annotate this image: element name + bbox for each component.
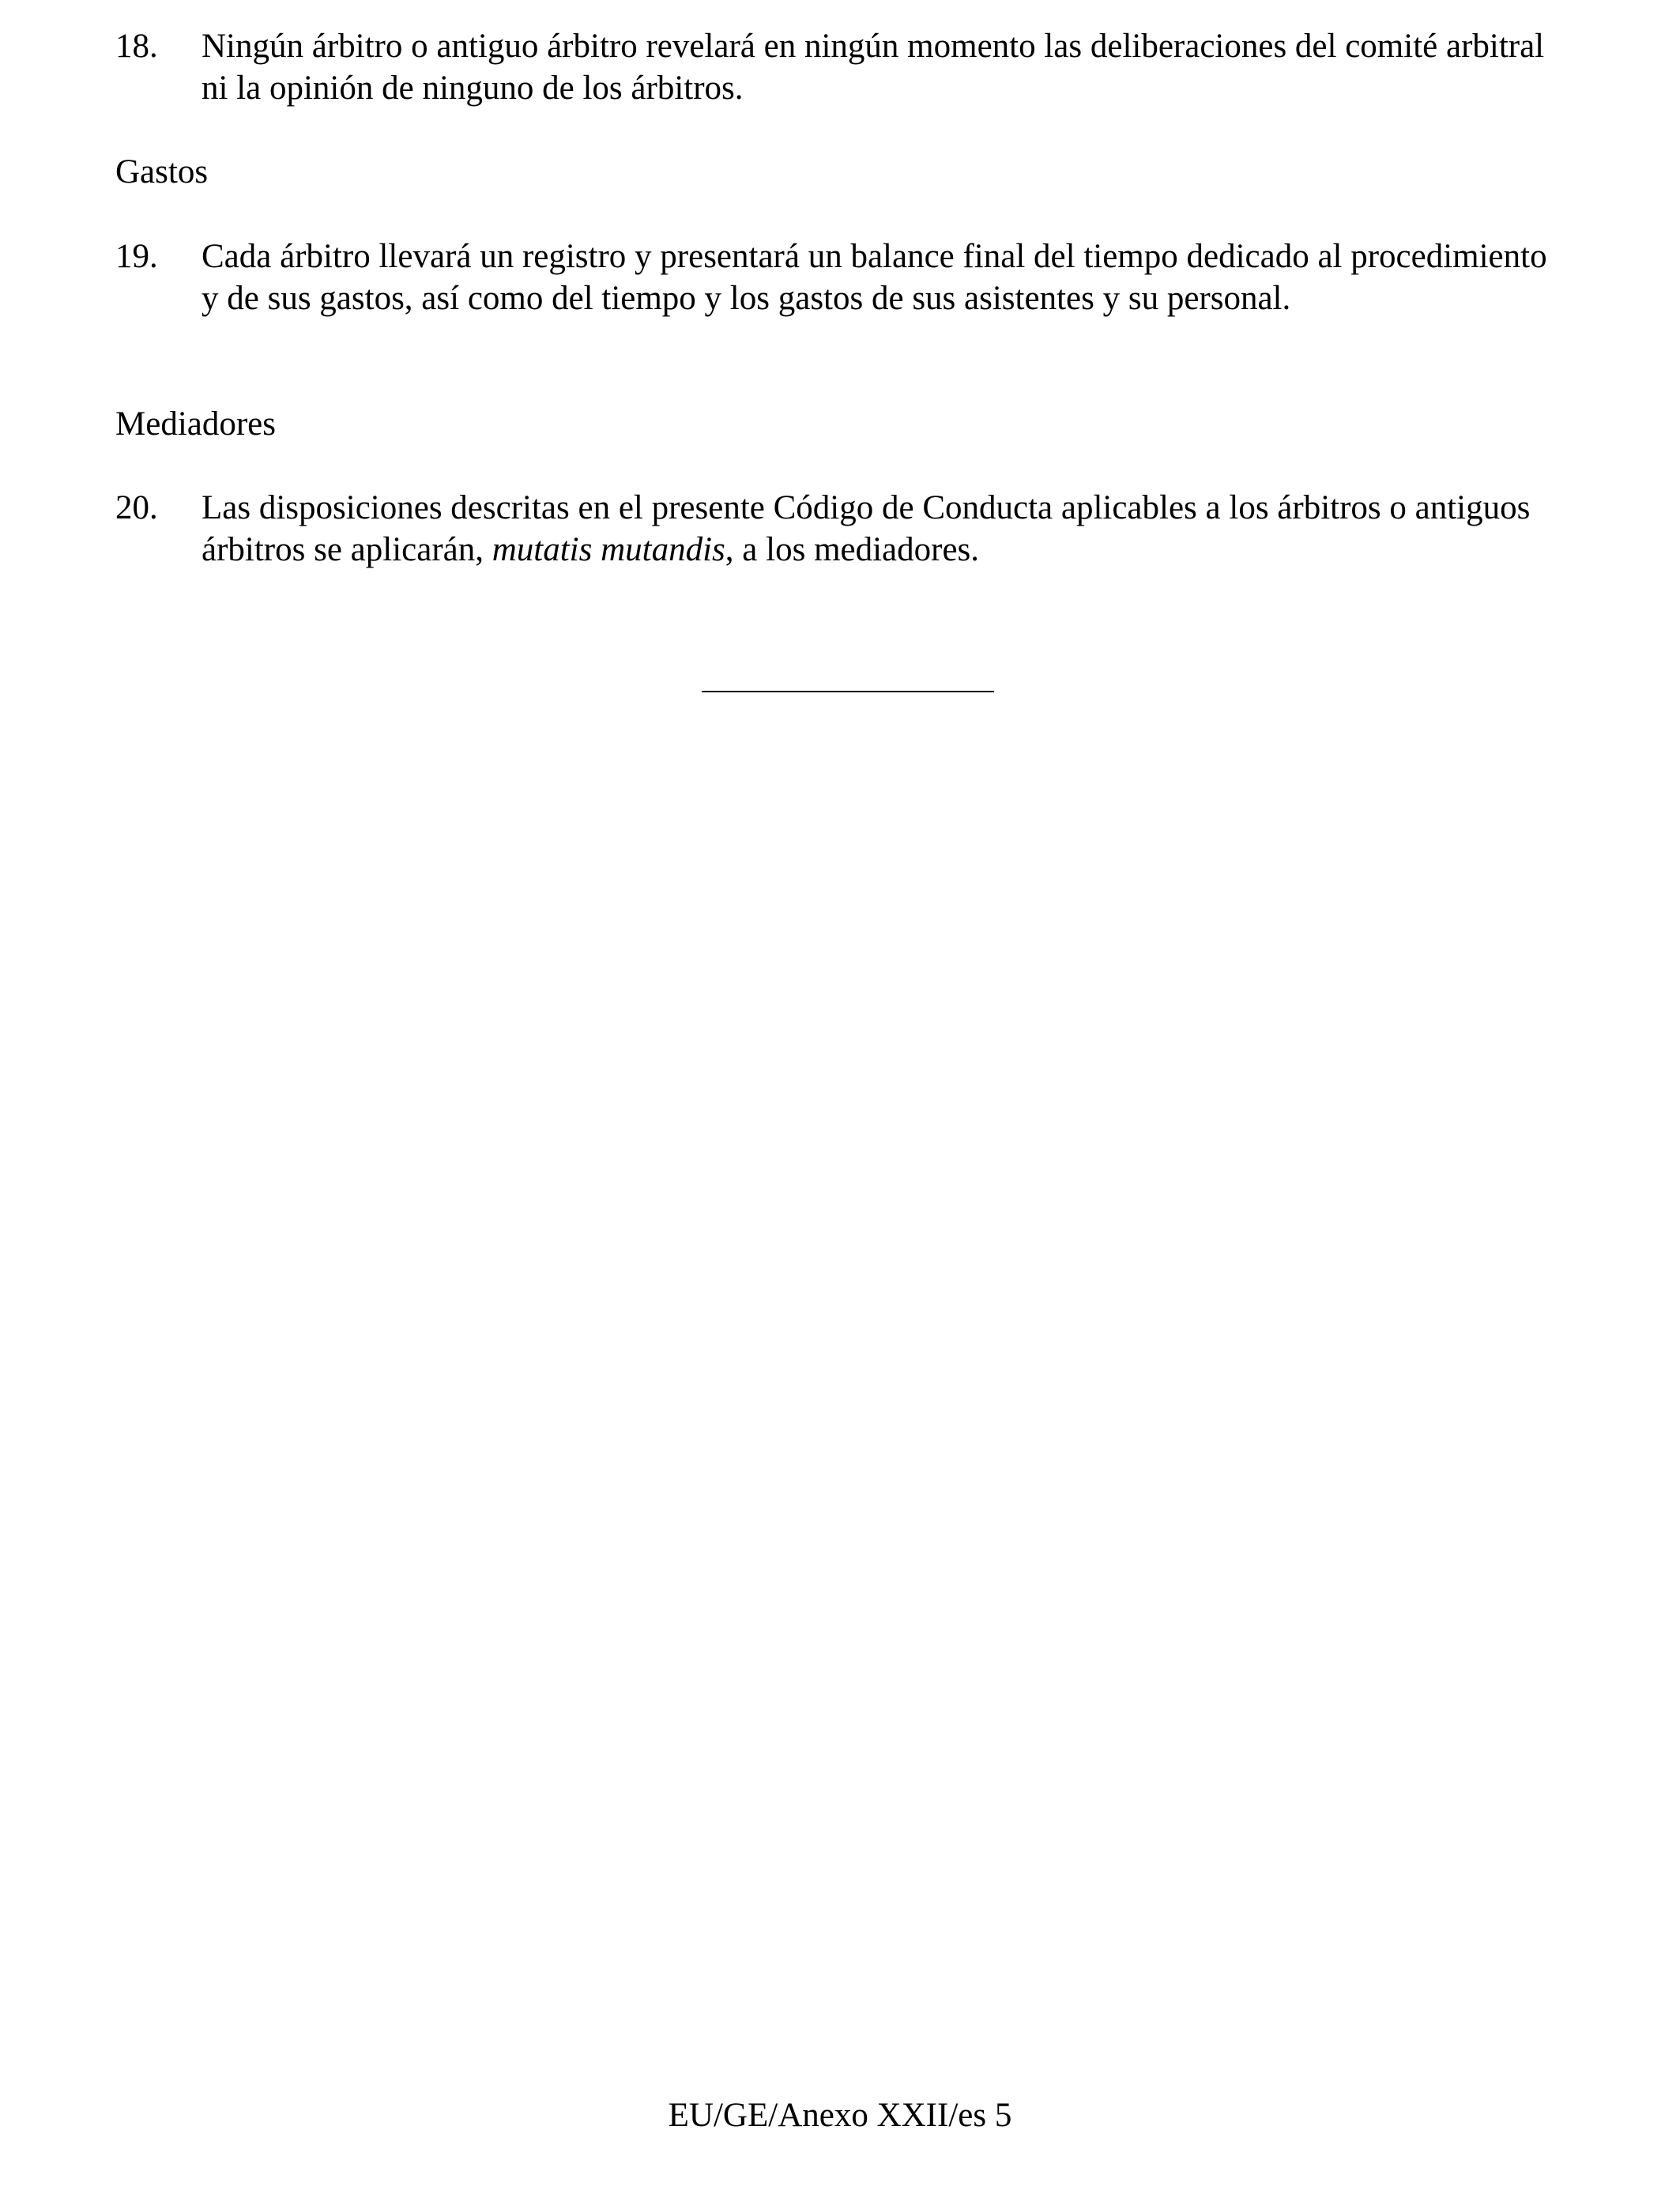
end-rule-divider (702, 691, 994, 692)
paragraph-text: Cada árbitro llevará un registro y presentará un balance final del tiempo dedicado al procedimiento y de sus gastos, así como del tiempo y los gastos de sus asistentes y su personal. (202, 238, 1547, 317)
paragraph-20 (115, 487, 1561, 571)
paragraph-text: Ningún árbitro o antiguo árbitro revelará en ningún momento las deliberaciones del comité arbitral ni la opinión de ninguno de los árbitros. (202, 28, 1545, 107)
paragraph-number: 19. (115, 238, 158, 275)
paragraph-text-start: Las disposiciones descritas en el presente Código de Conducta aplicables a los árbitros o antiguos árbitros se aplicarán, (202, 489, 1531, 568)
paragraph-number: 20. (115, 489, 158, 526)
paragraph-18 (115, 25, 1561, 109)
paragraph-text-end: , a los mediadores. (725, 531, 980, 568)
paragraph-number: 18. (115, 28, 158, 65)
section-heading-gastos: Gastos (115, 153, 209, 190)
paragraph-text (202, 487, 1561, 571)
page-footer: EU/GE/Anexo XXII/es 5 (668, 2097, 1012, 2134)
section-heading-mediadores: Mediadores (115, 405, 276, 443)
paragraph-text-italic: mutatis mutandis (492, 531, 725, 568)
paragraph-19 (115, 236, 1561, 319)
